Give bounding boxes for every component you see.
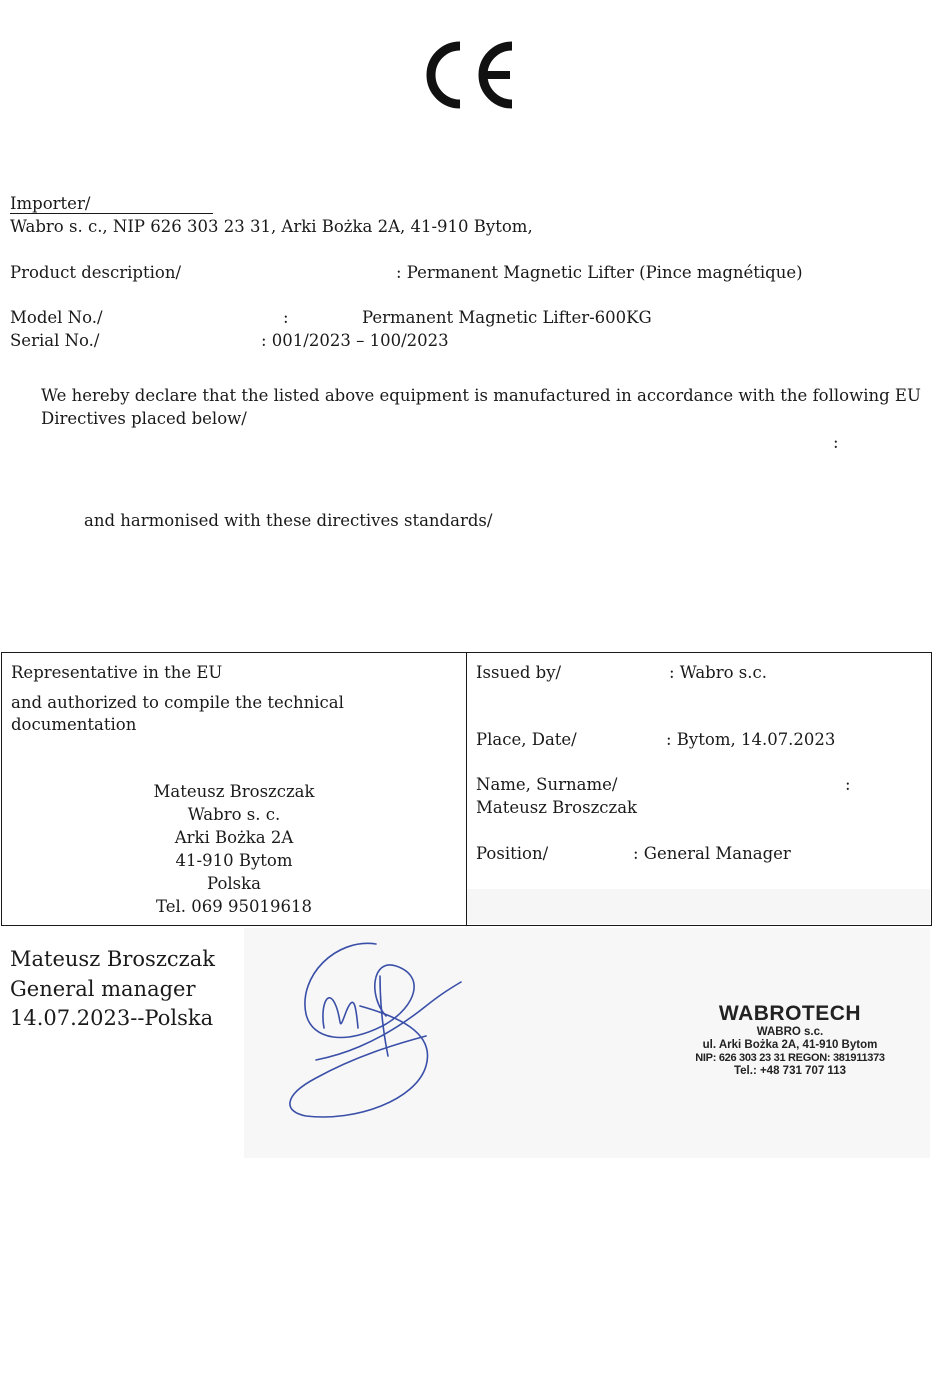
place-date-label: Place, Date/ [476,730,577,749]
ce-mark-logo [426,40,518,110]
serial-label: Serial No./ [10,331,100,350]
position-label: Position/ [476,844,549,863]
stamp-entity: WABRO s.c. [756,1026,824,1038]
company-stamp [680,1002,900,1078]
representative-address [2,780,466,918]
declaration-line-1: We hereby declare that the listed above equipment is manufactured in accordance with the following EU [41,386,921,405]
handwritten-signature [276,936,466,1126]
importer-value: Wabro s. c., NIP 626 303 23 31, Arki Bożka 2A, 41-910 Bytom, [10,217,533,236]
place-date-value: : Bytom, 14.07.2023 [666,730,836,749]
representative-title: Representative in the EU [11,663,223,682]
address-line: Polska [207,874,261,893]
model-value: Permanent Magnetic Lifter-600KG [362,308,652,327]
address-line: Arki Bożka 2A [174,828,294,847]
model-label: Model No./ [10,308,103,327]
declaration-colon: : [833,433,839,452]
model-colon: : [283,308,289,327]
table-shade [467,889,930,924]
product-label: Product description/ [10,263,182,282]
stamp-address: ul. Arki Bożka 2A, 41-910 Bytom [702,1039,878,1051]
representative-line-2: and authorized to compile the technical [11,693,344,712]
table-divider [466,653,467,925]
position-value: : General Manager [633,844,791,863]
issued-by-label: Issued by/ [476,663,562,682]
stamp-ids: NIP: 626 303 23 31 REGON: 381911373 [695,1052,885,1064]
declaration-line-2: Directives placed below/ [41,409,247,428]
serial-value: : 001/2023 – 100/2023 [261,331,449,350]
address-line: 41-910 Bytom [175,851,293,870]
name-surname-value: Mateusz Broszczak [476,798,638,817]
address-line: Tel. 069 95019618 [156,897,312,916]
representative-table [1,652,932,926]
stamp-phone: Tel.: +48 731 707 113 [733,1065,846,1077]
name-surname-colon: : [845,775,851,794]
signatory-date-place: 14.07.2023--Polska [10,1006,214,1030]
signatory-role: General manager [10,977,196,1001]
address-line: Wabro s. c. [187,805,281,824]
issued-by-value: : Wabro s.c. [669,663,767,682]
product-value: : Permanent Magnetic Lifter (Pince magnétique) [396,263,803,282]
harmonised-text: and harmonised with these directives standards/ [84,511,493,530]
stamp-company: WABROTECH [718,1002,862,1025]
address-line: Mateusz Broszczak [153,782,315,801]
name-surname-label: Name, Surname/ [476,775,618,794]
signatory-name: Mateusz Broszczak [10,947,215,971]
importer-underline [10,213,213,214]
importer-label: Importer/ [10,194,91,213]
representative-line-3: documentation [11,715,137,734]
